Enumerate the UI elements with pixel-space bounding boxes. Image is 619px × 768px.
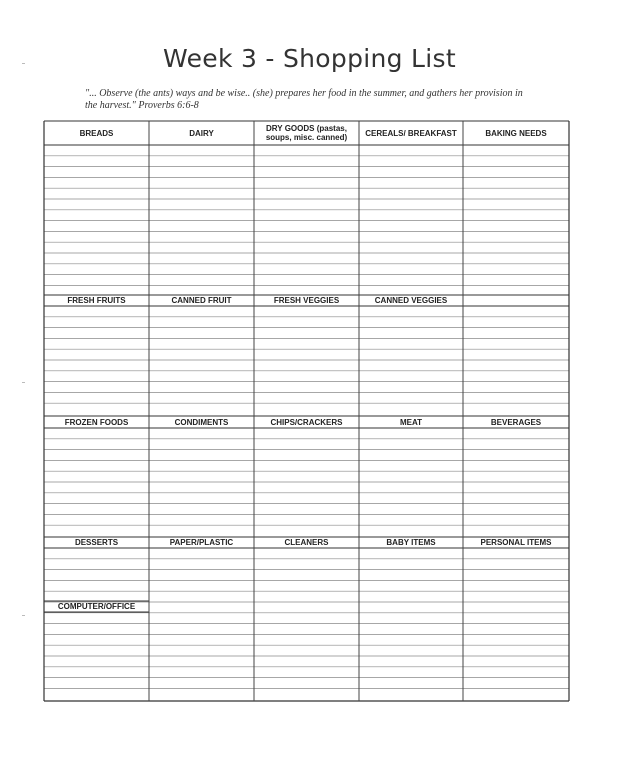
header-condiments: CONDIMENTS [174,417,229,427]
header-chips-crackers: CHIPS/CRACKERS [270,417,343,427]
header-dairy: DAIRY [189,128,214,138]
header-fresh-fruits: FRESH FRUITS [67,296,126,305]
proverb-quote: "... Observe (the ants) ways and be wise.. (she) prepares her food in the summer, and gathers her provision in the harvest." Proverbs 6:6-8 [85,88,523,111]
header-canned-veggies: CANNED VEGGIES [374,296,448,305]
header-breads: BREADS [79,128,114,138]
header-desserts: DESSERTS [74,538,119,547]
header-baby-items: BABY ITEMS [386,538,436,547]
header-meat: MEAT [399,417,423,427]
header-dry-goods-pastas-soups-misc-canned: DRY GOODS (pastas, soups, misc. canned) [265,124,348,142]
page-title: Week 3 - Shopping List [163,44,456,73]
header-baking-needs: BAKING NEEDS [485,128,547,138]
header-canned-fruit: CANNED FRUIT [171,296,232,305]
header-frozen-foods: FROZEN FOODS [64,417,129,427]
header-beverages: BEVERAGES [490,417,542,427]
header-paper-plastic: PAPER/PLASTIC [169,538,234,547]
header-cereals-breakfast: CEREALS/ BREAKFAST [365,128,457,138]
header-personal-items: PERSONAL ITEMS [480,538,552,547]
header-computer-office: COMPUTER/OFFICE [57,602,136,611]
header-fresh-veggies: FRESH VEGGIES [273,296,340,305]
header-cleaners: CLEANERS [284,538,329,547]
